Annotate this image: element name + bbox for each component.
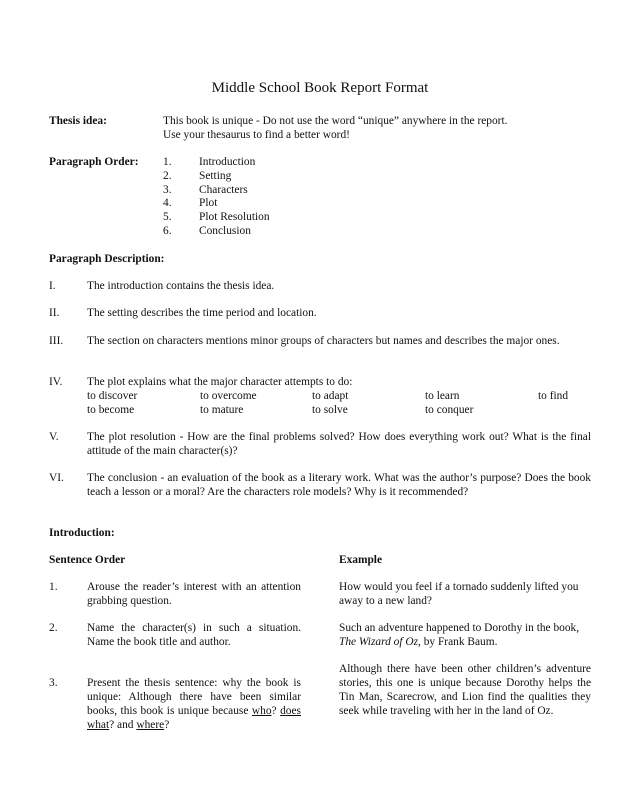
plot-goal: to mature: [200, 404, 244, 416]
order-item: Setting: [199, 170, 232, 182]
step-num: 3.: [49, 677, 58, 689]
order-num: 6.: [163, 225, 172, 237]
order-item: Conclusion: [199, 225, 251, 237]
thesis-label: Thesis idea:: [49, 115, 107, 127]
step-num: 2.: [49, 622, 58, 634]
plot-goal: to discover: [87, 390, 138, 402]
plot-goal: to adapt: [312, 390, 349, 402]
desc-num: II.: [49, 307, 60, 319]
step-text-before: Present the thesis sentence: why the book is unique: Although there have been similar books, this book is unique because: [87, 677, 301, 717]
paragraph-description-heading: Paragraph Description:: [49, 253, 165, 265]
plot-goal: to become: [87, 404, 135, 416]
thesis-text: [163, 114, 591, 142]
plot-goal: to solve: [312, 404, 348, 416]
order-num: 3.: [163, 184, 172, 196]
example-text: [339, 621, 591, 649]
plot-goal: to find: [538, 390, 569, 402]
example-text: How would you feel if a tornado suddenly lifted you away to a new land?: [339, 581, 579, 607]
word-who: who: [251, 705, 272, 717]
punct: ? and: [109, 719, 137, 731]
desc-text: The plot explains what the major character attempts to do:: [87, 376, 353, 388]
desc-text: The conclusion - an evaluation of the book as a literary work. What was the author’s purpose? Does the book teach a lesson or a moral? Are the characters role models? Why is it recommended?: [87, 472, 591, 498]
order-item: Characters: [199, 184, 248, 196]
sentence-order-heading: Sentence Order: [49, 554, 126, 566]
word-where: where: [136, 719, 165, 731]
step-text: Arouse the reader’s interest with an attention grabbing question.: [87, 581, 301, 607]
desc-num: IV.: [49, 376, 63, 388]
desc-text: The setting describes the time period and location.: [87, 307, 317, 319]
thesis-line-1: This book is unique - Do not use the word “unique” anywhere in the report.: [163, 115, 508, 127]
plot-goal: to overcome: [200, 390, 257, 402]
desc-num: III.: [49, 335, 64, 347]
example-heading: Example: [339, 554, 383, 566]
plot-goal: to conquer: [425, 404, 474, 416]
order-num: 5.: [163, 211, 172, 223]
desc-num: VI.: [49, 472, 64, 484]
example-text-before: Such an adventure happened to Dorothy in the book,: [339, 622, 580, 634]
introduction-heading: Introduction:: [49, 527, 115, 539]
order-item: Introduction: [199, 156, 256, 168]
example-text: Although there have been other children’s adventure stories, this one is unique because Dorothy helps the Tin Man, Scarecrow, and Lion find the qualities they seek while traveling with her in the land of Oz.: [339, 663, 591, 717]
order-item: Plot: [199, 197, 218, 209]
plot-goal: to learn: [425, 390, 460, 402]
book-title: The Wizard of Oz: [339, 636, 419, 648]
punct: ?: [164, 719, 170, 731]
punct: ?: [271, 705, 281, 717]
step-text: [87, 676, 301, 732]
paragraph-order-label: Paragraph Order:: [49, 156, 139, 168]
desc-text: The section on characters mentions minor groups of characters but names and describes the major ones.: [87, 335, 560, 347]
order-item: Plot Resolution: [199, 211, 270, 223]
page-title: Middle School Book Report Format: [211, 80, 429, 96]
word-does-what: does what: [87, 705, 301, 731]
thesis-line-2: Use your thesaurus to find a better word!: [163, 129, 350, 141]
desc-text: The introduction contains the thesis idea.: [87, 280, 275, 292]
desc-text: The plot resolution - How are the final problems solved? How does everything work out? What is the final attitude of the main character(s)?: [87, 431, 591, 457]
example-text-after: , by Frank Baum.: [418, 636, 498, 648]
desc-num: I.: [49, 280, 56, 292]
order-num: 4.: [163, 197, 172, 209]
order-num: 2.: [163, 170, 172, 182]
order-num: 1.: [163, 156, 172, 168]
step-num: 1.: [49, 581, 58, 593]
desc-num: V.: [49, 431, 59, 443]
step-text: Name the character(s) in such a situation. Name the book title and author.: [87, 622, 301, 648]
